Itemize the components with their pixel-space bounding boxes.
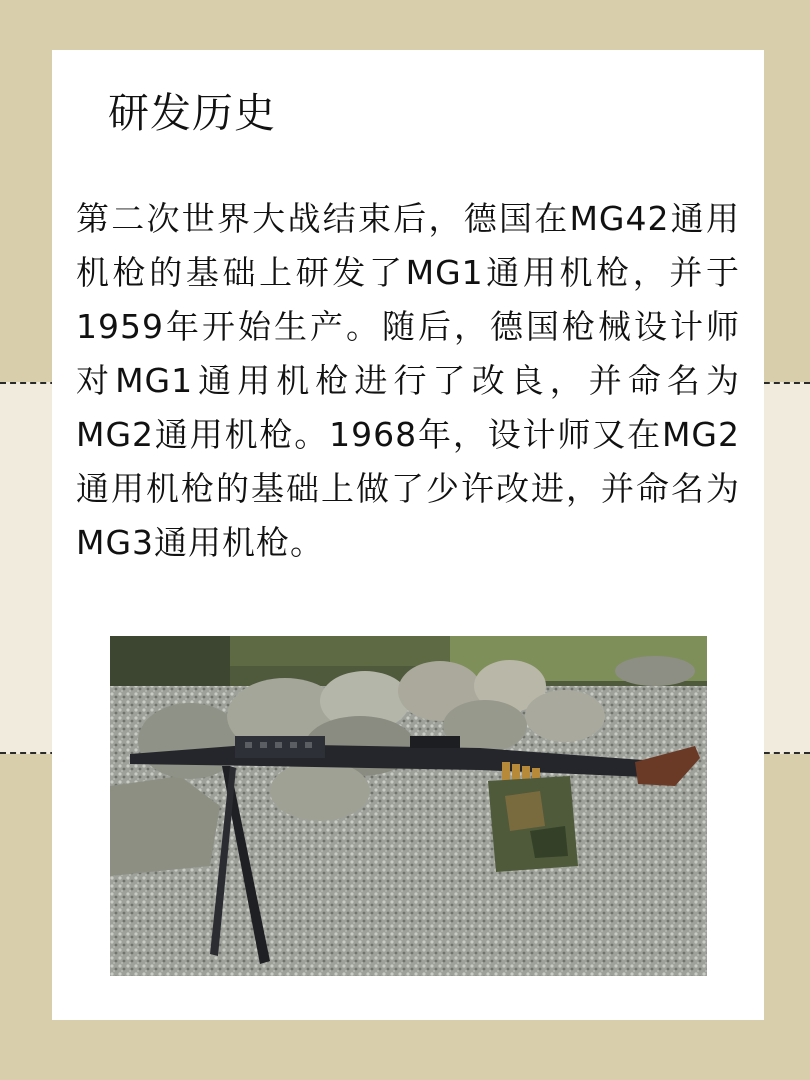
machine-gun-photo [110, 636, 707, 976]
section-title: 研发历史 [108, 89, 276, 137]
content-card [52, 50, 764, 1020]
history-paragraph: 第二次世界大战结束后，德国在MG42通用机枪的基础上研发了MG1通用机枪，并于1959年开始生产。随后，德国枪械设计师对MG1通用机枪进行了改良，并命名为MG2通用机枪。1968年，设计师又在MG2通用机枪的基础上做了少许改进，并命名为MG3通用机枪。 [76, 199, 740, 562]
